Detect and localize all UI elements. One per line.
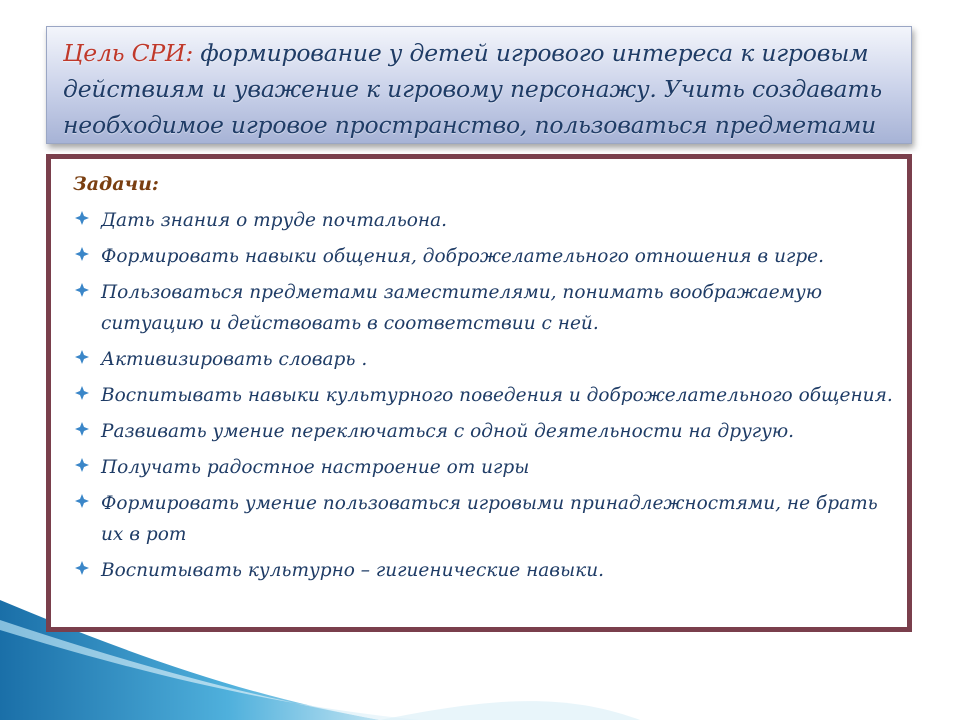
- task-item: [73, 277, 899, 339]
- tasks-panel: [46, 154, 912, 632]
- task-text: Активизировать словарь .: [101, 349, 368, 370]
- task-item: [73, 344, 899, 375]
- diamond-bullet-icon: [75, 494, 89, 508]
- task-item: [73, 488, 899, 550]
- task-text: Воспитывать навыки культурного поведения и доброжелательного общения.: [101, 385, 893, 406]
- task-item: [73, 380, 899, 411]
- title-body: формирование у детей игрового интереса к игровым действиям и уважение к игровому персонажу. Учить создавать необходимое игровое пространство, пользоваться предметами: [63, 39, 883, 139]
- task-text: Получать радостное настроение от игры: [101, 457, 530, 478]
- task-item: [73, 555, 899, 586]
- tasks-list: [73, 205, 899, 586]
- task-item: [73, 416, 899, 447]
- diamond-bullet-icon: [75, 561, 89, 575]
- diamond-bullet-icon: [75, 422, 89, 436]
- task-item: [73, 241, 899, 272]
- tasks-heading: Задачи:: [73, 173, 159, 195]
- diamond-bullet-icon: [75, 247, 89, 261]
- task-text: Дать знания о труде почтальона.: [101, 210, 448, 231]
- diamond-bullet-icon: [75, 283, 89, 297]
- task-text: Воспитывать культурно – гигиенические навыки.: [101, 560, 604, 581]
- task-item: [73, 205, 899, 236]
- title-banner: [46, 26, 912, 144]
- task-text: Пользоваться предметами заместителями, понимать воображаемую ситуацию и действовать в соответствии с ней.: [101, 282, 823, 334]
- diamond-bullet-icon: [75, 350, 89, 364]
- task-text: Формировать умение пользоваться игровыми принадлежностями, не брать их в рот: [101, 493, 878, 545]
- task-text: Формировать навыки общения, доброжелательного отношения в игре.: [101, 246, 825, 267]
- diamond-bullet-icon: [75, 386, 89, 400]
- diamond-bullet-icon: [75, 211, 89, 225]
- task-text: Развивать умение переключаться с одной деятельности на другую.: [101, 421, 795, 442]
- task-item: [73, 452, 899, 483]
- diamond-bullet-icon: [75, 458, 89, 472]
- title-lead: Цель СРИ:: [63, 39, 194, 67]
